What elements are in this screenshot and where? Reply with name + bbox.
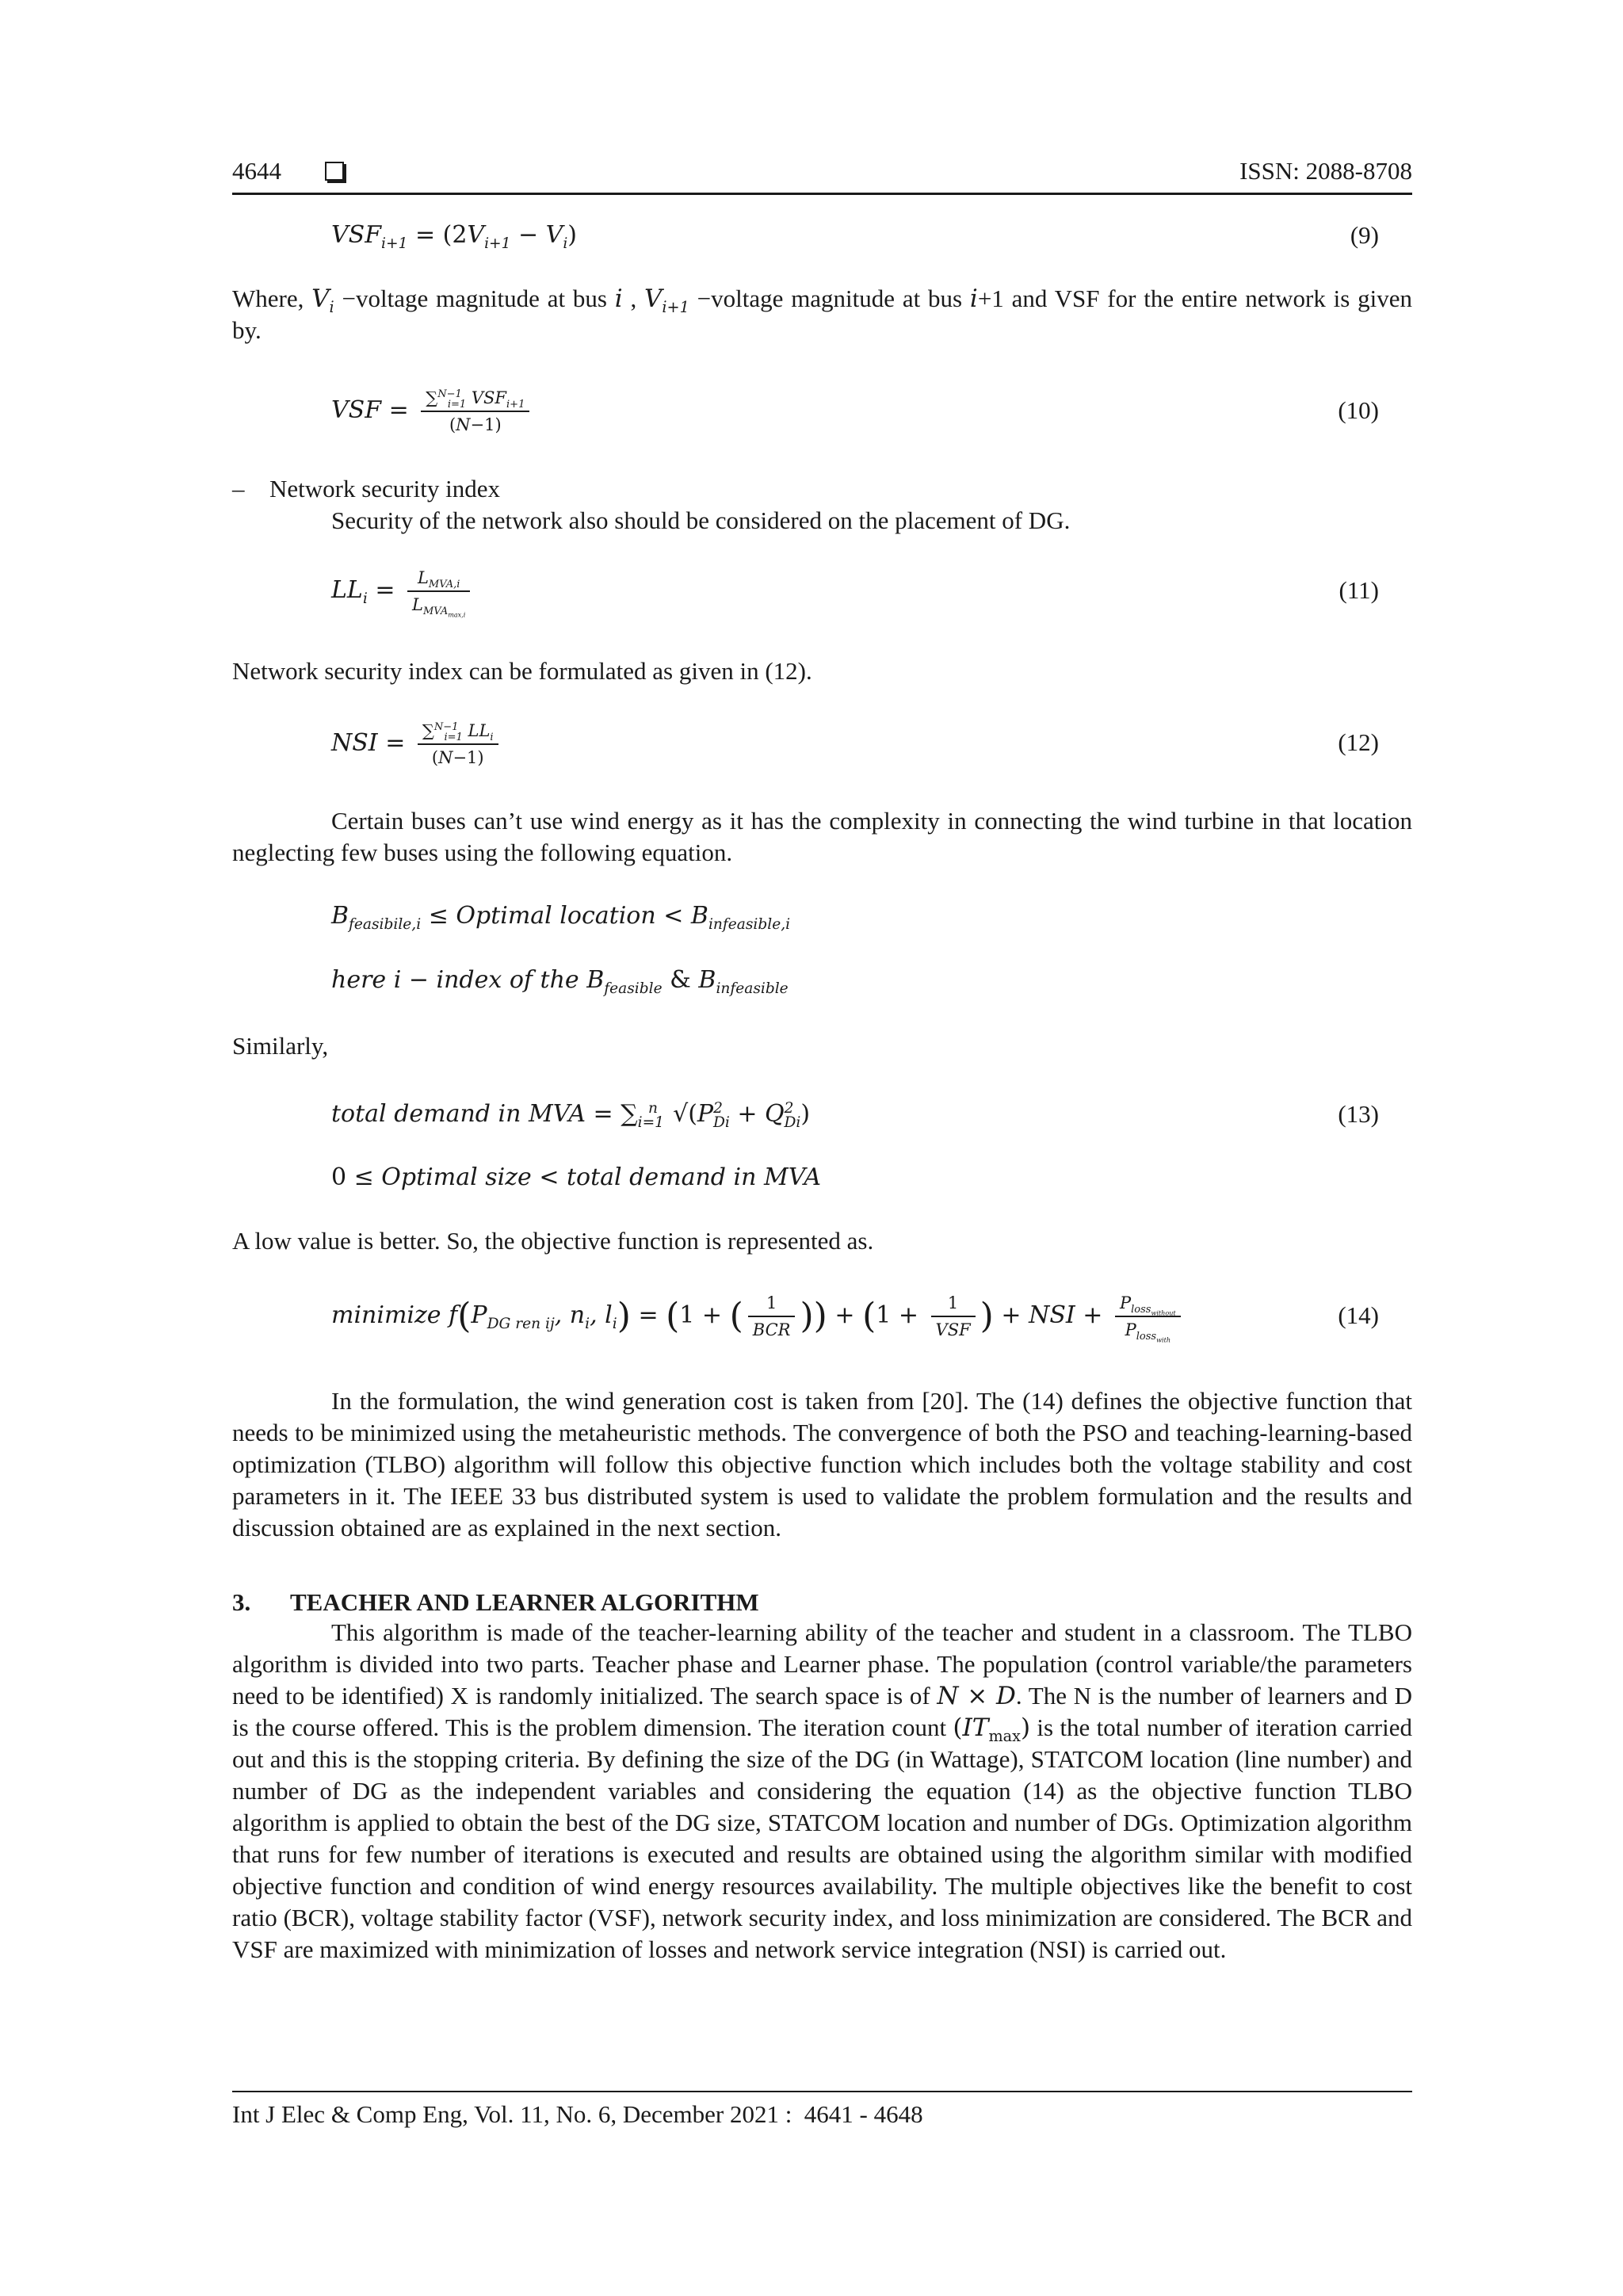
equation-10: VSF = $\frac{\sum^{N-1}_{i=1} VSF_{i+1}}{(N-1)}$ <box>331 384 534 437</box>
size-constraint: 0 ≤ Optimal size < total demand in MVA <box>331 1163 821 1191</box>
bullet-dash: – <box>232 475 245 502</box>
page-number: 4644 <box>232 157 281 185</box>
feasibility-index-note: here i − index of the $B_{feasible}$ & $B_{infeasible}$ <box>331 966 789 997</box>
nsi-intro: Network security index can be formulated as given in (12). <box>232 657 812 685</box>
section-title: TEACHER AND LEARNER ALGORITHM <box>290 1588 759 1616</box>
footer-citation: Int J Elec & Comp Eng, Vol. 11, No. 6, December 2021 : 4641 - 4648 <box>232 2100 923 2128</box>
bullet-body: Security of the network also should be considered on the placement of DG. <box>331 506 1071 534</box>
issn: ISSN: 2088-8708 <box>1239 157 1412 185</box>
square-bullet-icon <box>325 162 344 184</box>
equation-number-9: (9) <box>1350 221 1379 249</box>
equation-number-12: (12) <box>1338 728 1379 756</box>
footer-rule <box>232 2091 1412 2092</box>
tlbo-paragraph: This algorithm is made of the teacher-learning ability of the teacher and student in a classroom. The TLBO algorithm is divided into two parts. Teacher phase and Learner phase. The population (control variable/the parameters need to be identified) X is randomly initialized. The search space is of N × D. The N is the number of learners and D is the course offered. This is the problem dimension. The iteration count $(IT_{max})$ is the total number of iteration carried out and this is the stopping criteria. By defining the size of the DG (in Wattage), STATCOM location (line number) and number of DG as the independent variables and considering the equation (14) as the objective function TLBO algorithm is applied to obtain the best of the DG size, STATCOM location and number of DGs. Optimization algorithm that runs for few number of iterations is executed and results are obtained using the algorithm similar with modified objective function and condition of wind energy resources availability. The multiple objectives like the benefit to cost ratio (BCR), voltage stability factor (VSF), network security index, and loss minimization are considered. The BCR and VSF are maximized with minimization of losses and network service integration (NSI) is carried out. <box>232 1618 1412 1963</box>
equation-13: total demand in MVA = $\sum_{i=1}^n$ $√(P^2_{Di} + Q^2_{Di})$ <box>331 1100 811 1131</box>
equation-number-11: (11) <box>1338 576 1379 604</box>
low-value-text: A low value is better. So, the objective function is represented as. <box>232 1227 874 1255</box>
header-rule <box>232 193 1412 195</box>
equation-12: NSI = $\frac{\sum^{N-1}_{i=1} LL_i}{(N-1)}$ <box>331 717 503 770</box>
equation-14: minimize $f(P_{DG ren ij}$, $n_i$, $l_i) = (1$ + ( $\frac{1}{\text{BCR}}$ )) + (1 + $\frac{1}{\text{VSF}}$ ) + NSI + $\frac{P_{loss_{without}}}{P_{loss_{with}}}$ <box>331 1284 1186 1347</box>
section-number: 3. <box>232 1588 251 1616</box>
formulation-paragraph: In the formulation, the wind generation cost is taken from [20]. The (14) defines the objective function that needs to be minimized using the metaheuristic methods. The convergence of both the PSO and teaching-learning-based optimization (TLBO) algorithm will follow this objective function which includes both the voltage stability and cost parameters in it. The IEEE 33 bus distributed system is used to validate the problem formulation and the results and discussion obtained are as explained in the next section. <box>232 1387 1412 1541</box>
equation-number-14: (14) <box>1338 1301 1379 1329</box>
vsf-where-paragraph: Where, $V_i$ −voltage magnitude at bus i , $V_{i+1}$ −voltage magnitude at bus i+1 and VSF for the entire network is given by. <box>232 285 1412 344</box>
similarly-text: Similarly, <box>232 1032 329 1060</box>
feasibility-constraint: $B_{feasibile,i}$ ≤ Optimal location < $B_{infeasible,i}$ <box>331 902 791 933</box>
equation-number-10: (10) <box>1338 396 1379 424</box>
equation-number-13: (13) <box>1338 1100 1379 1128</box>
equation-9: $VSF_{i+1} = (2V_{i+1} - V_i)$ <box>331 221 578 252</box>
bullet-title: Network security index <box>269 475 500 502</box>
equation-11: $LL_i$ = $\frac{L_{MVA,i}}{L_{MVA_{max,i}}}$ <box>331 563 475 618</box>
wind-paragraph: Certain buses can’t use wind energy as it has the complexity in connecting the wind turbine in that location neglecting few buses using the following equation. <box>232 807 1412 866</box>
